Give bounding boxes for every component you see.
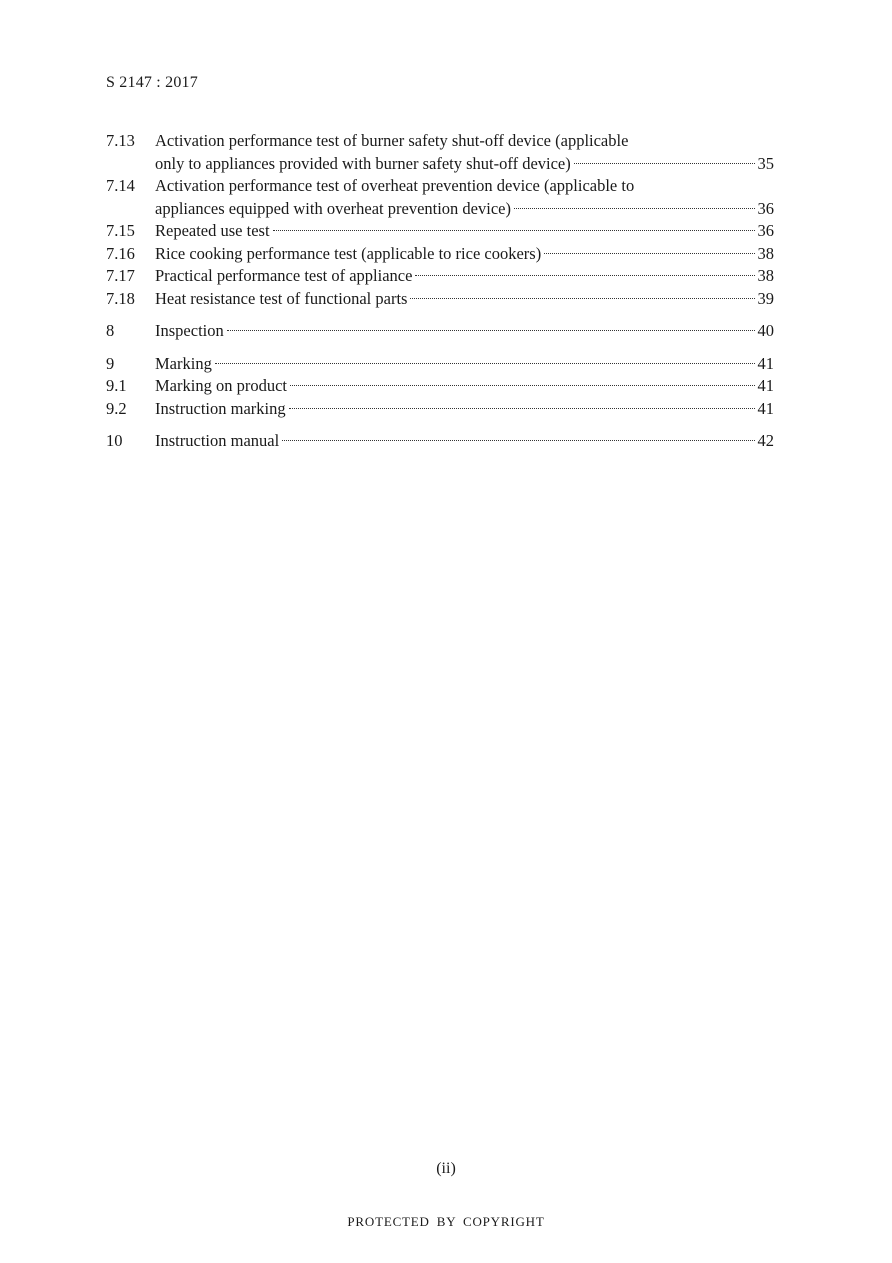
toc-number: 7.17 [106,266,135,285]
dot-leader [227,330,755,331]
toc-entry-10 [106,430,774,453]
toc-entry-7-18 [106,288,774,311]
toc-page-number: 38 [757,266,774,285]
copyright-notice: PROTECTED BY COPYRIGHT [347,1214,545,1229]
toc-page-number: 39 [757,288,774,308]
toc-title-continued: only to appliances provided with burner safety shut-off device) [155,153,571,173]
toc-title: Marking on product [155,376,287,395]
dot-leader [514,208,755,209]
toc-number: 7.15 [106,221,135,240]
toc-title: Heat resistance test of functional parts [155,288,408,308]
toc-number: 9.1 [106,376,127,395]
toc-title: Repeated use test [155,221,270,240]
toc-entry-7-16 [106,243,774,266]
toc-title: Inspection [155,321,224,340]
toc-number: 9 [106,353,115,373]
toc-entry-9-1 [106,375,774,398]
toc-title: Instruction manual [155,431,280,450]
toc-page-number: 36 [757,221,774,240]
page-number: (ii) [436,1160,456,1177]
toc-title: Activation performance test of burner safety shut-off device (applicable [155,131,629,150]
dot-leader [290,385,755,386]
toc-entry-7-13 [106,130,774,175]
dot-leader [289,408,755,409]
dot-leader [544,253,754,254]
toc-number: 9.2 [106,398,127,418]
dot-leader [415,275,754,276]
table-of-contents [106,130,774,453]
dot-leader [574,163,755,164]
toc-title-continued: appliances equipped with overheat prevention device) [155,198,511,218]
dot-leader [273,230,755,231]
toc-number: 7.18 [106,288,135,308]
toc-entry-9 [106,353,774,376]
toc-number: 7.13 [106,131,135,150]
toc-page-number: 41 [757,376,774,395]
toc-entry-8 [106,320,774,343]
toc-page-number: 41 [757,398,774,418]
toc-page-number: 41 [757,353,774,373]
toc-title: Rice cooking performance test (applicable to rice cookers) [155,243,542,263]
toc-title: Marking [155,353,212,373]
toc-number: 10 [106,431,123,450]
toc-number: 8 [106,321,115,340]
toc-title: Activation performance test of overheat prevention device (applicable to [155,176,635,195]
toc-page-number: 35 [757,153,774,173]
toc-entry-7-17 [106,265,774,288]
toc-entry-9-2 [106,398,774,421]
toc-entry-7-14 [106,175,774,220]
dot-leader [215,363,755,364]
toc-page-number: 38 [757,243,774,263]
toc-page-number: 40 [757,321,774,340]
toc-number: 7.14 [106,176,135,195]
toc-page-number: 36 [757,198,774,218]
toc-page-number: 42 [757,431,774,450]
document-header: S 2147 : 2017 [106,74,198,91]
toc-title: Instruction marking [155,398,286,418]
dot-leader [410,298,754,299]
toc-entry-7-15 [106,220,774,243]
toc-title: Practical performance test of appliance [155,266,413,285]
dot-leader [282,440,754,441]
toc-number: 7.16 [106,243,135,263]
